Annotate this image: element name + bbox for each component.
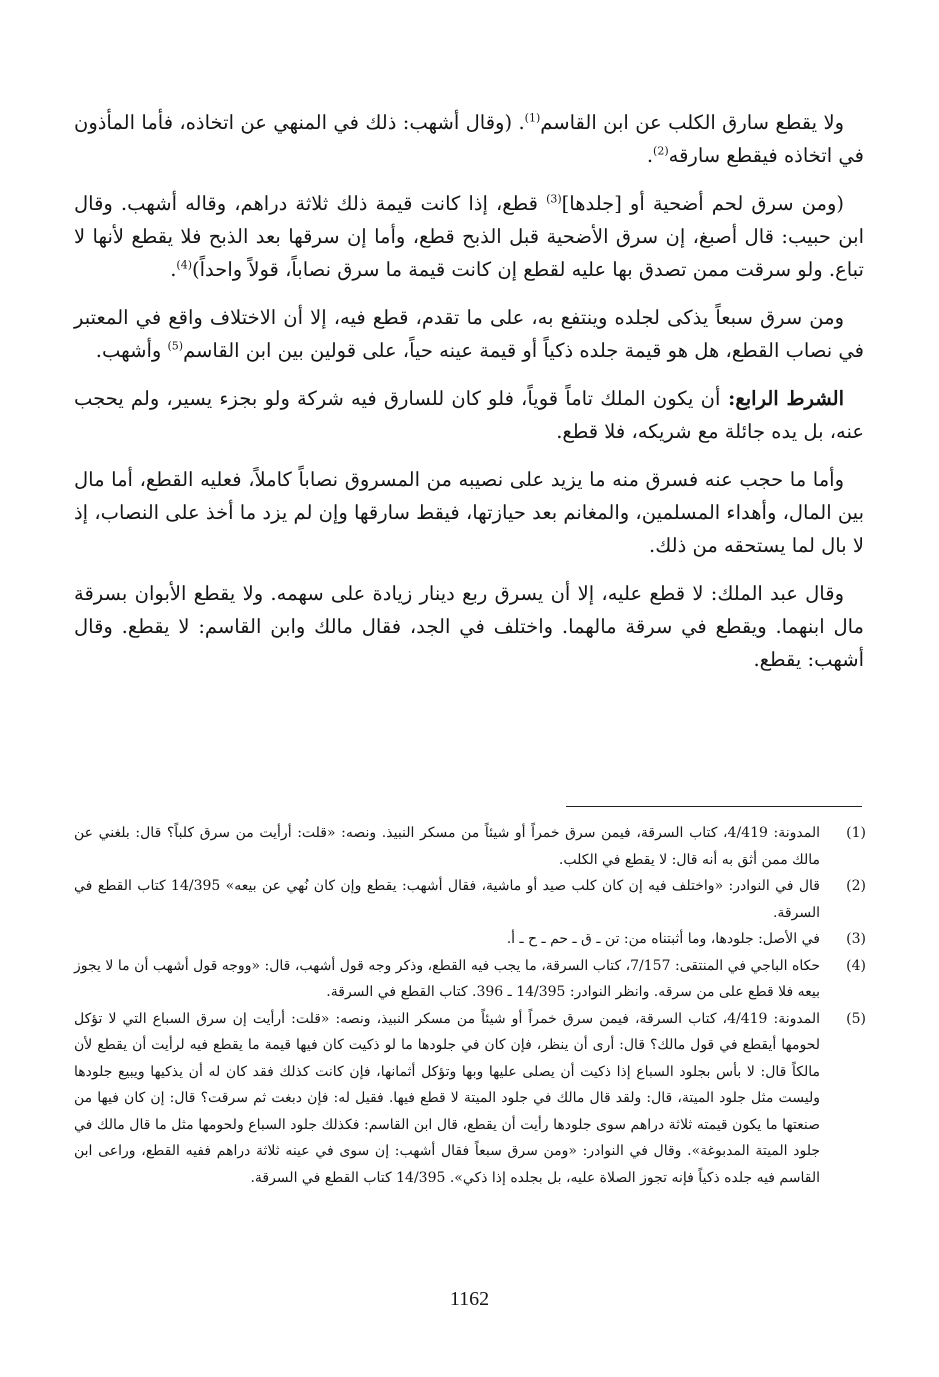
text-run: أن يكون الملك تاماً قوياً، فلو كان للسارق فيه شركة ولو بجزء يسير، ولم يحجب عنه، بل يده جائلة مع شريكه، فلا قطع. (74, 387, 864, 443)
main-text (74, 106, 864, 691)
text-run: ولا يقطع سارق الكلب عن ابن القاسم (540, 111, 844, 134)
footnote-ref: (1) (524, 111, 541, 125)
footnote-number: (1) (846, 825, 866, 841)
footnote (74, 926, 866, 953)
footnote (74, 1006, 866, 1192)
footnote-number: (2) (846, 878, 866, 894)
footnote-text: حكاه الباجي في المنتقى: 7/157، كتاب السرقة، ما يجب فيه القطع، وذكر وجه قول أشهب، قال: «ووجه قول أشهب أن ما لا يجوز بيعه فلا قطع على من سرقه. وانظر النوادر: 14/395 ـ 396. كتاب القطع في السرقة. (74, 957, 820, 1000)
footnote-number: (4) (846, 957, 866, 974)
paragraph (74, 187, 864, 286)
paragraph (74, 463, 864, 562)
footnote-text: المدونة: 4/419، كتاب السرقة، فيمن سرق خمراً أو شيئاً من مسكر النبيذ. ونصه: «قلت: أرأيت من سرق كلباً؟ قال: بلغني عن مالك ممن أثق به أنه قال: لا يقطع في الكلب. (74, 825, 820, 868)
paragraph (74, 106, 864, 172)
footnote (74, 820, 866, 873)
paragraph (74, 301, 864, 367)
footnote-text: في الأصل: جلودها، وما أثبتناه من: تن ـ ق ـ حم ـ ح ـ أ. (506, 931, 820, 947)
footnotes (74, 820, 866, 1191)
footnote-number: (5) (846, 1010, 866, 1027)
paragraph (74, 577, 864, 676)
text-run: قطع، إذا كانت قيمة ذلك ثلاثة دراهم، وقاله أشهب. وقال ابن حبيب: قال أصبغ، إن سرق الأضحية قبل الذبح قطع، وأما إن سرقها بعد الذبح فلا يقطع لأنها لا تباع. ولو سرقت ممن تصدق بها عليه لقطع إن كانت قيمة ما سرق نصاباً، قولاً واحداً) (74, 192, 864, 281)
footnote-separator (566, 806, 862, 807)
page-number: 1162 (449, 1288, 490, 1310)
footnote (74, 953, 866, 1006)
footnote (74, 873, 866, 926)
footnote-ref: (4) (176, 258, 192, 272)
footnote-ref: (2) (653, 144, 669, 158)
text-run: . (170, 258, 177, 281)
text-run: وقال عبد الملك: لا قطع عليه، إلا أن يسرق ربع دينار زيادة على سهمه. ولا يقطع الأبوان بسرقة مال ابنهما. ويقطع في سرقة مالهما. واختلف في الجد، فقال مالك وابن القاسم: لا يقطع. وقال أشهب: يقطع. (74, 582, 864, 671)
text-run: ومن سرق سبعاً يذكى لجلده وينتفع به، على ما تقدم، قطع فيه، إلا أن الاختلاف واقع في المعتبر في نصاب القطع، هل هو قيمة جلده ذكياً أو قيمة عينه حياً، على قولين بين ابن القاسم (74, 306, 864, 362)
text-run: (ومن سرق لحم أضحية أو [جلدها] (561, 192, 844, 215)
footnote-number: (3) (846, 931, 866, 947)
text-run: . (وقال أشهب: ذلك في المنهي عن اتخاذه، فأما المأذون في اتخاذه فيقطع سارقه (74, 111, 864, 167)
text-run: . (646, 144, 654, 167)
text-run: وأما ما حجب عنه فسرق منه ما يزيد على نصيبه من المسروق نصاباً كاملاً، فعليه القطع، أما مال بين المال، وأهداء المسلمين، والمغانم بعد حيازتها، فيقط سارقها وإن لم يزد ما أخذ على النصاب، إذ لا بال لما يستحقه من ذلك. (74, 468, 864, 557)
section-heading: الشرط الرابع: (720, 387, 844, 410)
footnote-text: المدونة: 4/419، كتاب السرقة، فيمن سرق خمراً أو شيئاً من مسكر النبيذ، ونصه: «قلت: أرأيت إن سرق السباع التي لا تؤكل لحومها أيقطع في قول مالك؟ قال: أرى أن ينظر، فإن كان في جلودها ما لو ذكيت كان فيها قيمة ما يقطع فيه لرأيت أن يقطع لأن مالكاً قال: لا بأس بجلود السباع إذا ذكيت أن يصلى عليها وبها وتؤكل أثمانها، فإن كانت كذلك فقد كان له أن يذكيها ويبيع جلودها وليست مثل جلود الميتة، قال: ولقد قال مالك في جلود الميتة لا قطع فيها. فقيل له: فإن دبغت ثم سرقت؟ قال: إن كان فيها من صنعتها ما يكون قيمته ثلاثة دراهم سوى جلودها رأيت أن يقطع، قال ابن القاسم: فكذلك جلود السباع ولحومها مثل ما قال مالك في جلود الميتة المدبوغة». وقال في النوادر: «ومن سرق سبعاً فقال أشهب: إن سوى في عينه ثلاثة دراهم ففيه القطع، وراعى ابن القاسم فيه جلده ذكياً فإنه تجوز الصلاة عليه، بل بجلده إذا ذكي». 14/395 كتاب القطع في السرقة. (74, 1010, 820, 1186)
paragraph (74, 382, 864, 448)
footnote-text: قال في النوادر: «واختلف فيه إن كان كلب صيد أو ماشية، فقال أشهب: يقطع وإن كان نُهي عن بيعه» 14/395 كتاب القطع في السرقة. (74, 878, 820, 921)
text-run: وأشهب. (95, 339, 168, 362)
footnote-ref: (3) (546, 192, 562, 206)
footnote-ref: (5) (167, 339, 184, 353)
